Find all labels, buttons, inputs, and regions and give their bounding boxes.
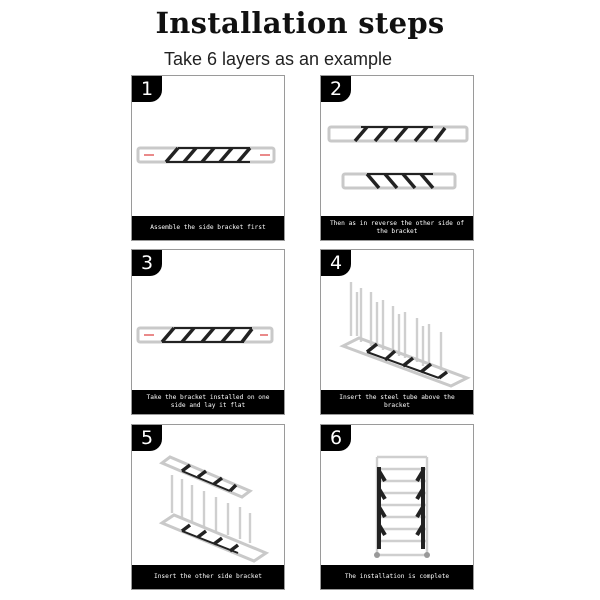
step-caption: Insert the other side bracket <box>132 565 284 589</box>
flat-bracket-illustration <box>132 274 284 390</box>
step-number-badge: 1 <box>132 76 162 102</box>
step-caption: The installation is complete <box>321 565 473 589</box>
second-bracket-illustration <box>132 449 284 565</box>
finished-rack-illustration <box>321 449 473 565</box>
step-number-badge: 2 <box>321 76 351 102</box>
step-caption: Take the bracket installed on one side and lay it flat <box>132 390 284 414</box>
step-card-5 <box>131 424 285 590</box>
mirrored-brackets-illustration <box>321 100 473 216</box>
step-number-badge: 4 <box>321 250 351 276</box>
step-card-6 <box>320 424 474 590</box>
step-caption: Assemble the side bracket first <box>132 216 284 240</box>
page-title: Installation steps <box>155 6 445 40</box>
step-card-2 <box>320 75 474 241</box>
step-number-badge: 5 <box>132 425 162 451</box>
step-card-4 <box>320 249 474 415</box>
step-card-1 <box>131 75 285 241</box>
step-caption: Insert the steel tube above the bracket <box>321 390 473 414</box>
side-bracket-illustration <box>132 100 284 216</box>
page-subtitle: Take 6 layers as an example <box>163 49 393 69</box>
step-caption: Then as in reverse the other side of the bracket <box>321 216 473 240</box>
step-number-badge: 6 <box>321 425 351 451</box>
steel-tubes-illustration <box>321 274 473 390</box>
step-card-3 <box>131 249 285 415</box>
step-number-badge: 3 <box>132 250 162 276</box>
